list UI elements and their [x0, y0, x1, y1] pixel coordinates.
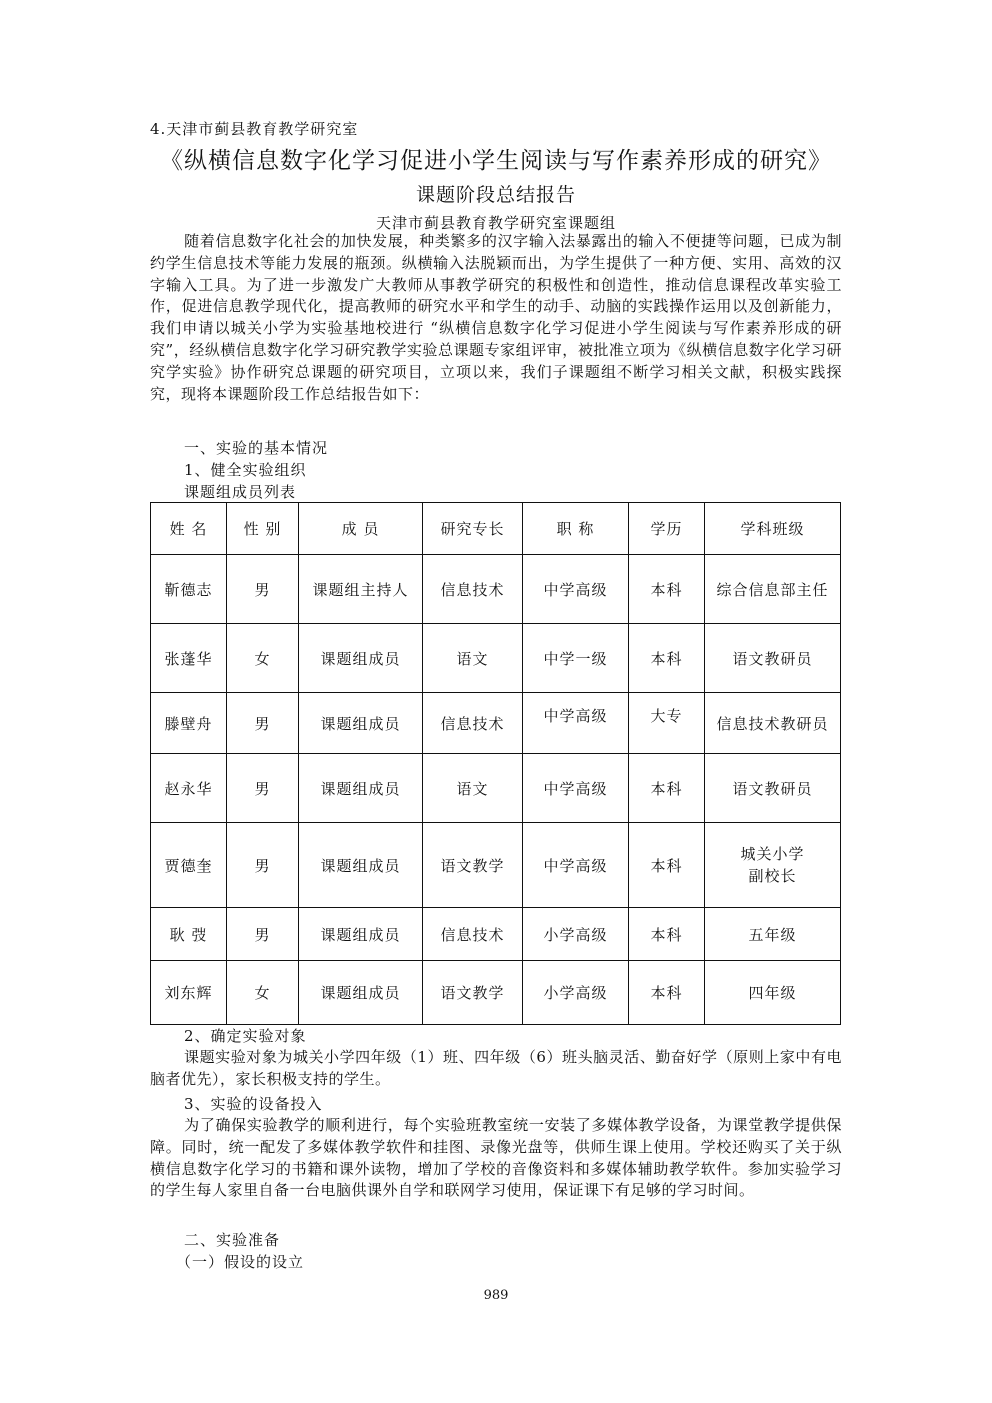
sub3-paragraph [150, 1115, 842, 1202]
table-cell: 语文 [423, 624, 523, 693]
table-cell: 本科 [629, 961, 705, 1025]
table-cell: 靳德志 [151, 555, 227, 624]
intro-paragraph [150, 231, 842, 405]
table-cell: 耿 弢 [151, 908, 227, 961]
section2-heading: 二、实验准备 [184, 1231, 281, 1249]
table-cell-text: 大专 [650, 706, 683, 725]
header-line: 4.天津市蓟县教育教学研究室 [150, 120, 359, 138]
members-table [150, 502, 841, 1025]
table-row [151, 693, 841, 754]
section2-sub-heading: （一）假设的设立 [176, 1253, 305, 1271]
table-cell: 语文教学 [423, 823, 523, 908]
sub1-heading: 1、健全实验组织 [184, 461, 307, 479]
table-cell: 男 [227, 908, 299, 961]
header-cell: 性 别 [227, 503, 299, 555]
table-cell: 中学高级 [523, 754, 629, 823]
table-cell: 女 [227, 624, 299, 693]
table-cell: 刘东辉 [151, 961, 227, 1025]
table-cell [629, 693, 705, 754]
table-cell: 城关小学 副校长 [705, 823, 841, 908]
sub3-heading: 3、实验的设备投入 [184, 1095, 323, 1113]
header-cell: 学历 [629, 503, 705, 555]
table-cell: 中学高级 [523, 555, 629, 624]
table-cell: 语文教学 [423, 961, 523, 1025]
sub2-paragraph-text: 课题实验对象为城关小学四年级（1）班、四年级（6）班头脑灵活、勤奋好学（原则上家中有电脑者优先），家长积极支持的学生。 [150, 1048, 842, 1088]
sub2-heading: 2、确定实验对象 [184, 1027, 307, 1045]
table-cell: 女 [227, 961, 299, 1025]
intro-paragraph-text: 随着信息数字化社会的加快发展，种类繁多的汉字输入法暴露出的输入不便捷等问题，已成为制约学生信息技术等能力发展的瓶颈。纵横输入法脱颖而出，为学生提供了一种方便、实用、高效的汉字输入工具。为了进一步激发广大教师从事教学研究的积极性和创造性，推动信息课程改革实验工作，促进信息教学现代化，提高教师的研究水平和学生的动手、动脑的实践操作运用以及创新能力，我们申请以城关小学为实验基地校进行 “纵横信息数字化学习促进小学生阅读与写作素养形成的研究”，经纵横信息数字化学习研究教学实验总课题专家组评审，被批准立项为《纵横信息数字化学习研究学实验》协作研究总课题的研究项目，立项以来，我们子课题组不断学习相关文献，积极实践探究，现将本课题阶段工作总结报告如下： [150, 232, 842, 403]
header-cell: 职 称 [523, 503, 629, 555]
table-cell: 男 [227, 555, 299, 624]
table-cell: 信息技术 [423, 555, 523, 624]
table-cell: 男 [227, 823, 299, 908]
table-row [151, 555, 841, 624]
header-cell: 成 员 [299, 503, 423, 555]
page-number: 989 [483, 1288, 509, 1303]
table-cell: 小学高级 [523, 961, 629, 1025]
table-caption: 课题组成员列表 [184, 483, 297, 501]
header-cell: 研究专长 [423, 503, 523, 555]
table-cell: 男 [227, 754, 299, 823]
table-cell: 男 [227, 693, 299, 754]
table-cell: 赵永华 [151, 754, 227, 823]
table-cell: 课题组成员 [299, 961, 423, 1025]
table-cell: 信息技术教研员 [705, 693, 841, 754]
document-author: 天津市蓟县教育教学研究室课题组 [375, 214, 616, 232]
table-cell: 本科 [629, 624, 705, 693]
table-row [151, 908, 841, 961]
table-cell: 贾德奎 [151, 823, 227, 908]
table-cell: 信息技术 [423, 908, 523, 961]
table-cell: 本科 [629, 555, 705, 624]
table-row [151, 754, 841, 823]
table-cell: 信息技术 [423, 693, 523, 754]
table-cell: 课题组成员 [299, 908, 423, 961]
table-cell: 本科 [629, 908, 705, 961]
table-cell [523, 693, 629, 754]
table-cell: 课题组成员 [299, 823, 423, 908]
table-cell: 中学高级 [523, 823, 629, 908]
table-cell: 课题组成员 [299, 754, 423, 823]
table-cell: 小学高级 [523, 908, 629, 961]
table-cell: 滕壁舟 [151, 693, 227, 754]
table-cell: 语文教研员 [705, 624, 841, 693]
section1-heading: 一、实验的基本情况 [184, 439, 329, 457]
table-cell: 课题组成员 [299, 693, 423, 754]
table-cell: 综合信息部主任 [705, 555, 841, 624]
table-cell: 中学一级 [523, 624, 629, 693]
document-subtitle: 课题阶段总结报告 [415, 184, 576, 206]
table-row [151, 961, 841, 1025]
table-cell: 课题组成员 [299, 624, 423, 693]
header-cell: 学科班级 [705, 503, 841, 555]
table-cell: 课题组主持人 [299, 555, 423, 624]
table-cell: 本科 [629, 823, 705, 908]
header-cell: 姓 名 [151, 503, 227, 555]
table-row [151, 624, 841, 693]
table-row [151, 823, 841, 908]
table-cell-text: 中学高级 [543, 706, 608, 725]
sub3-paragraph-text: 为了确保实验教学的顺利进行，每个实验班教室统一安装了多媒体教学设备，为课堂教学提供保障。同时，统一配发了多媒体教学软件和挂图、录像光盘等，供师生课上使用。学校还购买了关于纵横信息数字化学习的书籍和课外读物，增加了学校的音像资料和多媒体辅助教学软件。参加实验学习的学生每人家里自备一台电脑供课外自学和联网学习使用，保证课下有足够的学习时间。 [150, 1116, 842, 1200]
table-cell: 语文教研员 [705, 754, 841, 823]
table-cell: 语文 [423, 754, 523, 823]
table-cell: 本科 [629, 754, 705, 823]
table-cell: 五年级 [705, 908, 841, 961]
table-header-row [151, 503, 841, 555]
table-cell: 张蓬华 [151, 624, 227, 693]
document-title: 《纵横信息数字化学习促进小学生阅读与写作素养形成的研究》 [160, 148, 832, 174]
table-cell: 四年级 [705, 961, 841, 1025]
sub2-paragraph [150, 1047, 842, 1091]
